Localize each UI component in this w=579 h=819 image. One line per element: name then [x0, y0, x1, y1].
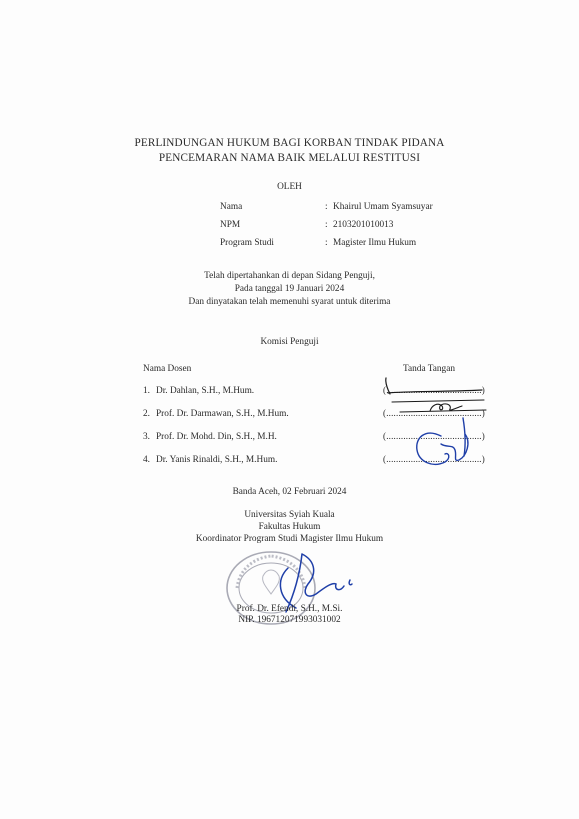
member-2-number: 2.: [143, 409, 150, 419]
member-1-signature-line: (.......................................): [383, 385, 485, 395]
coordinator-nip: NIP. 196712071993031002: [238, 615, 341, 625]
name-value: Khairul Umam Syamsuyar: [333, 202, 433, 212]
oleh-label: OLEH: [277, 182, 302, 192]
member-2-name: Prof. Dr. Darmawan, S.H., M.Hum.: [156, 409, 289, 419]
member-4-signature-line: (.......................................): [383, 454, 485, 464]
coordinator-role: Koordinator Program Studi Magister Ilmu Hukum: [195, 534, 384, 544]
program-value: Magister Ilmu Hukum: [333, 238, 417, 248]
member-4-name: Dr. Yanis Rinaldi, S.H., M.Hum.: [156, 455, 278, 465]
defense-line-1: Telah dipertahankan di depan Sidang Penguji,: [204, 271, 375, 281]
member-3-signature-line: (.......................................): [383, 431, 485, 441]
defense-line-3: Dan dinyatakan telah memenuhi syarat untuk diterima: [188, 297, 391, 307]
member-3-number: 3.: [143, 432, 150, 442]
npm-separator: :: [325, 220, 328, 230]
npm-label: NPM: [220, 220, 241, 230]
column-header-signature: Tanda Tangan: [403, 364, 455, 374]
program-separator: :: [325, 238, 328, 248]
thesis-title-line-1: PERLINDUNGAN HUKUM BAGI KORBAN TINDAK PIDANA: [134, 137, 445, 149]
member-3-name: Prof. Dr. Mohd. Din, S.H., M.H.: [156, 432, 277, 442]
member-1-name: Dr. Dahlan, S.H., M.Hum.: [156, 386, 255, 396]
faculty-name: Fakultas Hukum: [258, 522, 321, 532]
signature-member-3: [395, 414, 485, 474]
defense-line-2: Pada tanggal 19 Januari 2024: [234, 284, 345, 294]
place-date: Banda Aceh, 02 Februari 2024: [232, 487, 347, 497]
member-1-number: 1.: [143, 386, 150, 396]
thesis-title-line-2: PENCEMARAN NAMA BAIK MELALUI RESTITUSI: [158, 152, 421, 164]
column-header-name: Nama Dosen: [143, 364, 192, 374]
committee-heading: Komisi Penguji: [260, 337, 319, 347]
university-name: Universitas Syiah Kuala: [244, 510, 335, 520]
name-separator: :: [325, 202, 328, 212]
program-label: Program Studi: [220, 238, 274, 248]
coordinator-name: Prof. Dr. Efendi, S.H., M.Si.: [236, 604, 343, 614]
member-2-signature-line: (.......................................): [383, 408, 485, 418]
member-4-number: 4.: [143, 455, 150, 465]
name-label: Nama: [220, 202, 243, 212]
npm-value: 2103201010013: [333, 220, 394, 230]
